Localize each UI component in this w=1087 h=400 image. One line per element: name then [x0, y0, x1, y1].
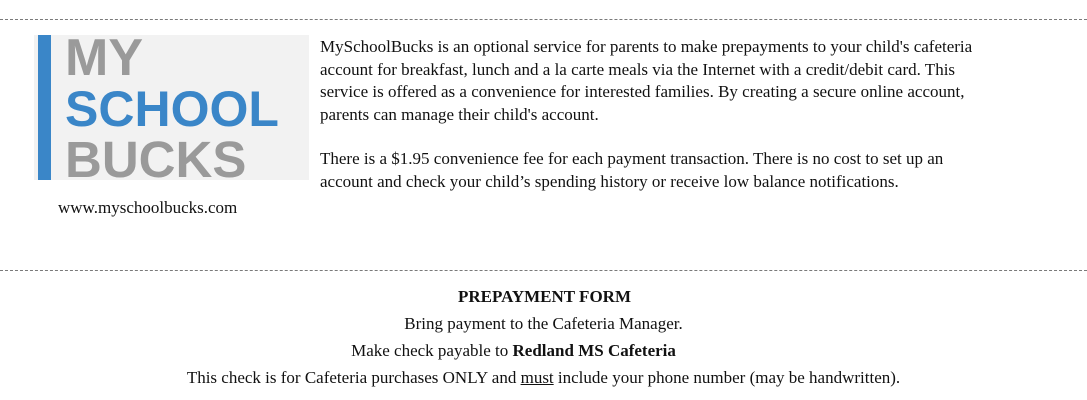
logo-word-my: MY — [65, 29, 143, 87]
check-note-prefix: This check is for Cafeteria purchases ONLY and — [186, 368, 517, 387]
check-payable-prefix: Make check payable to — [351, 341, 509, 360]
logo-word-bucks: BUCKS — [65, 131, 247, 188]
intro-paragraph-fee: There is a $1.95 convenience fee for each payment transaction. There is no cost to set up an account and check your child’s spending history or receive low balance notifications. — [320, 149, 944, 191]
check-note-emphasis: must — [520, 368, 554, 387]
check-note-line — [0, 364, 1087, 391]
check-note-suffix: include your phone number (may be handwritten). — [557, 368, 901, 387]
bring-payment-line: Bring payment to the Cafeteria Manager. — [404, 314, 683, 333]
form-title: PREPAYMENT FORM — [458, 287, 631, 306]
prepayment-form-section — [0, 283, 1087, 391]
logo-accent-bar — [38, 35, 51, 180]
check-payable-line — [0, 337, 1087, 364]
intro-text — [320, 36, 980, 193]
intro-paragraph-service: MySchoolBucks is an optional service for parents to make prepayments to your child's cafeteria account for breakfast, lunch and a la carte meals via the Internet with a credit/debit card. This service is offered as a convenience for interested families. By creating a secure online account, parents can manage their child's account. — [320, 37, 973, 124]
payee-name: Redland MS Cafeteria — [512, 341, 676, 360]
logo-word-school: SCHOOL — [65, 81, 279, 137]
website-url: www.myschoolbucks.com — [58, 198, 238, 217]
middle-dashed-divider — [0, 270, 1087, 271]
myschoolbucks-logo — [34, 29, 309, 188]
top-dashed-divider — [0, 19, 1087, 20]
